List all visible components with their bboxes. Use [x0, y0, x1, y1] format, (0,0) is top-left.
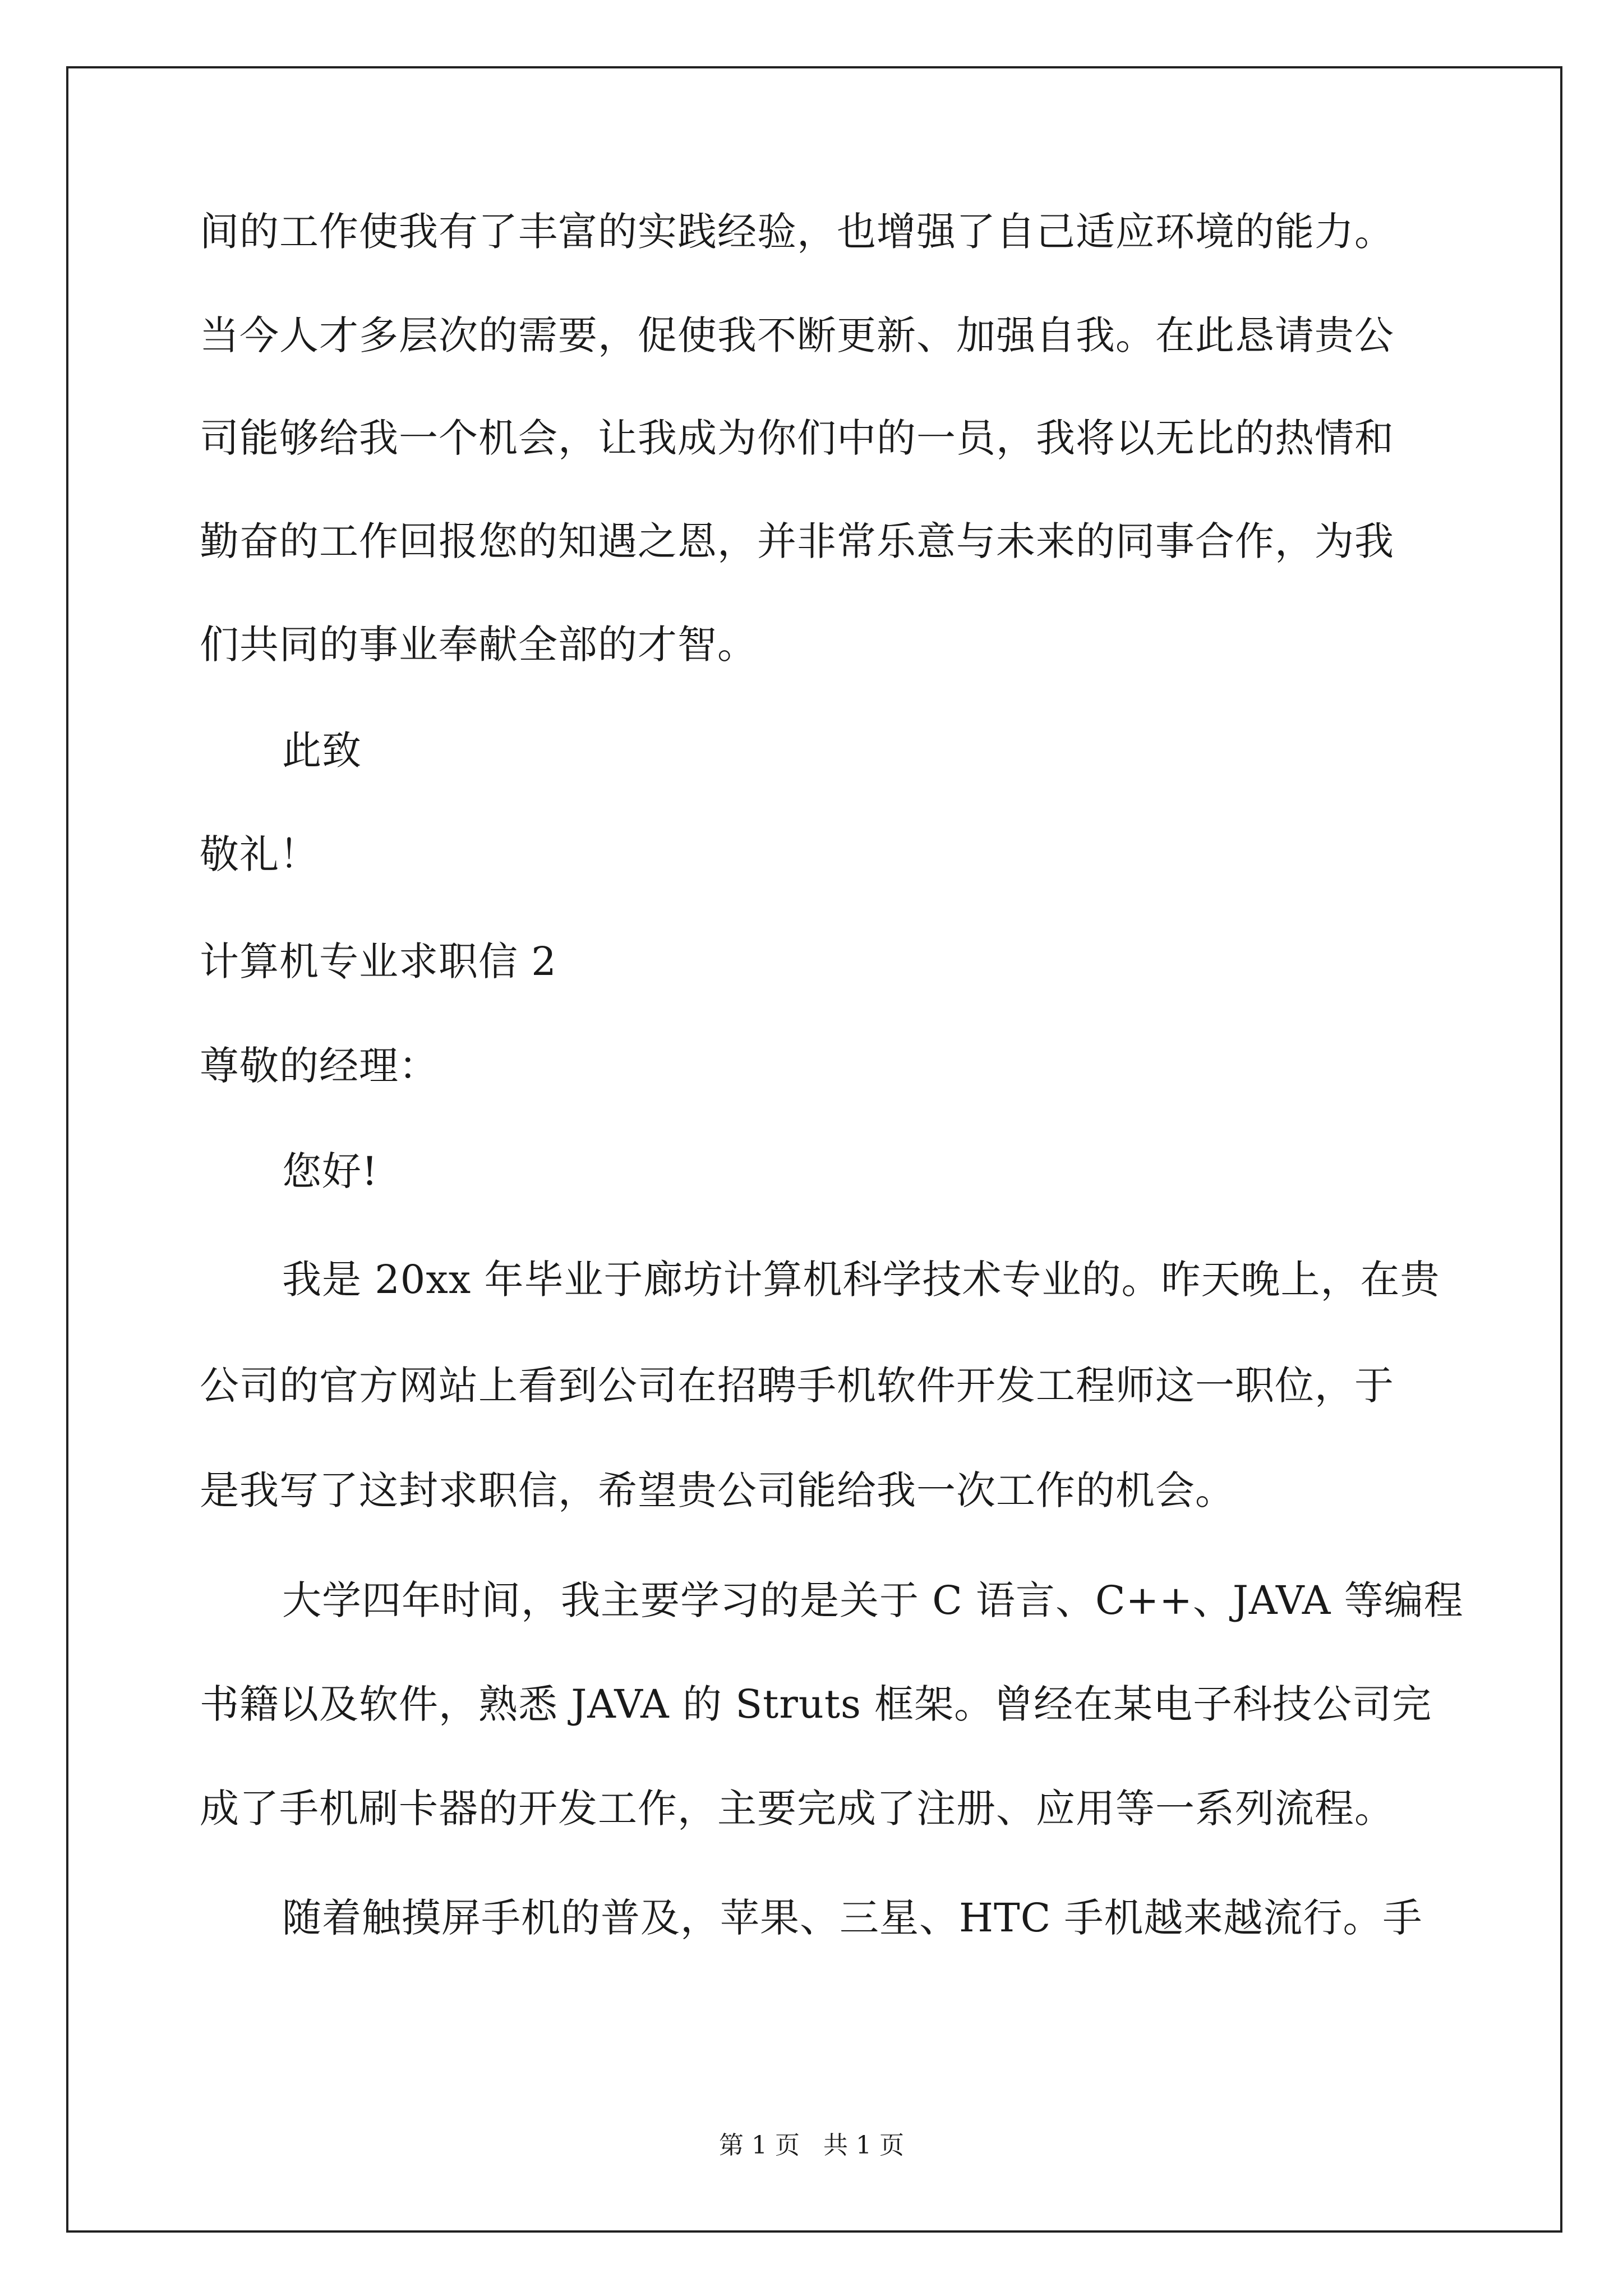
closing-regards: 敬礼！	[200, 831, 319, 877]
closing-salutation: 此致	[282, 728, 362, 774]
page-footer: 第 1 页 共 1 页	[719, 2131, 904, 2160]
body-line: 成了手机刷卡器的开发工作，主要完成了注册、应用等一系列流程。	[200, 1786, 1394, 1832]
body-line: 是我写了这封求职信，希望贵公司能给我一次工作的机会。	[200, 1467, 1235, 1513]
body-line: 们共同的事业奉献全部的才智。	[200, 622, 757, 668]
body-line: 当今人才多层次的需要，促使我不断更新、加强自我。在此恳请贵公	[200, 312, 1394, 358]
body-line: 公司的官方网站上看到公司在招聘手机软件开发工程师这一职位，于	[200, 1363, 1394, 1409]
body-line: 随着触摸屏手机的普及，苹果、三星、HTC 手机越来越流行。手	[282, 1895, 1423, 1941]
body-line: 勤奋的工作回报您的知遇之恩，并非常乐意与未来的同事合作，为我	[200, 518, 1394, 564]
greeting-recipient: 尊敬的经理：	[200, 1043, 439, 1089]
letter-title: 计算机专业求职信 2	[200, 938, 557, 984]
body-line: 间的工作使我有了丰富的实践经验，也增强了自己适应环境的能力。	[200, 209, 1394, 255]
body-line: 大学四年时间，我主要学习的是关于 C 语言、C++、JAVA 等编程	[282, 1577, 1464, 1623]
greeting: 您好!	[282, 1148, 379, 1194]
body-line: 书籍以及软件，熟悉 JAVA 的 Struts 框架。曾经在某电子科技公司完	[200, 1681, 1432, 1727]
body-line: 我是 20xx 年毕业于廊坊计算机科学技术专业的。昨天晚上，在贵	[282, 1257, 1440, 1303]
body-line: 司能够给我一个机会，让我成为你们中的一员，我将以无比的热情和	[200, 415, 1394, 461]
